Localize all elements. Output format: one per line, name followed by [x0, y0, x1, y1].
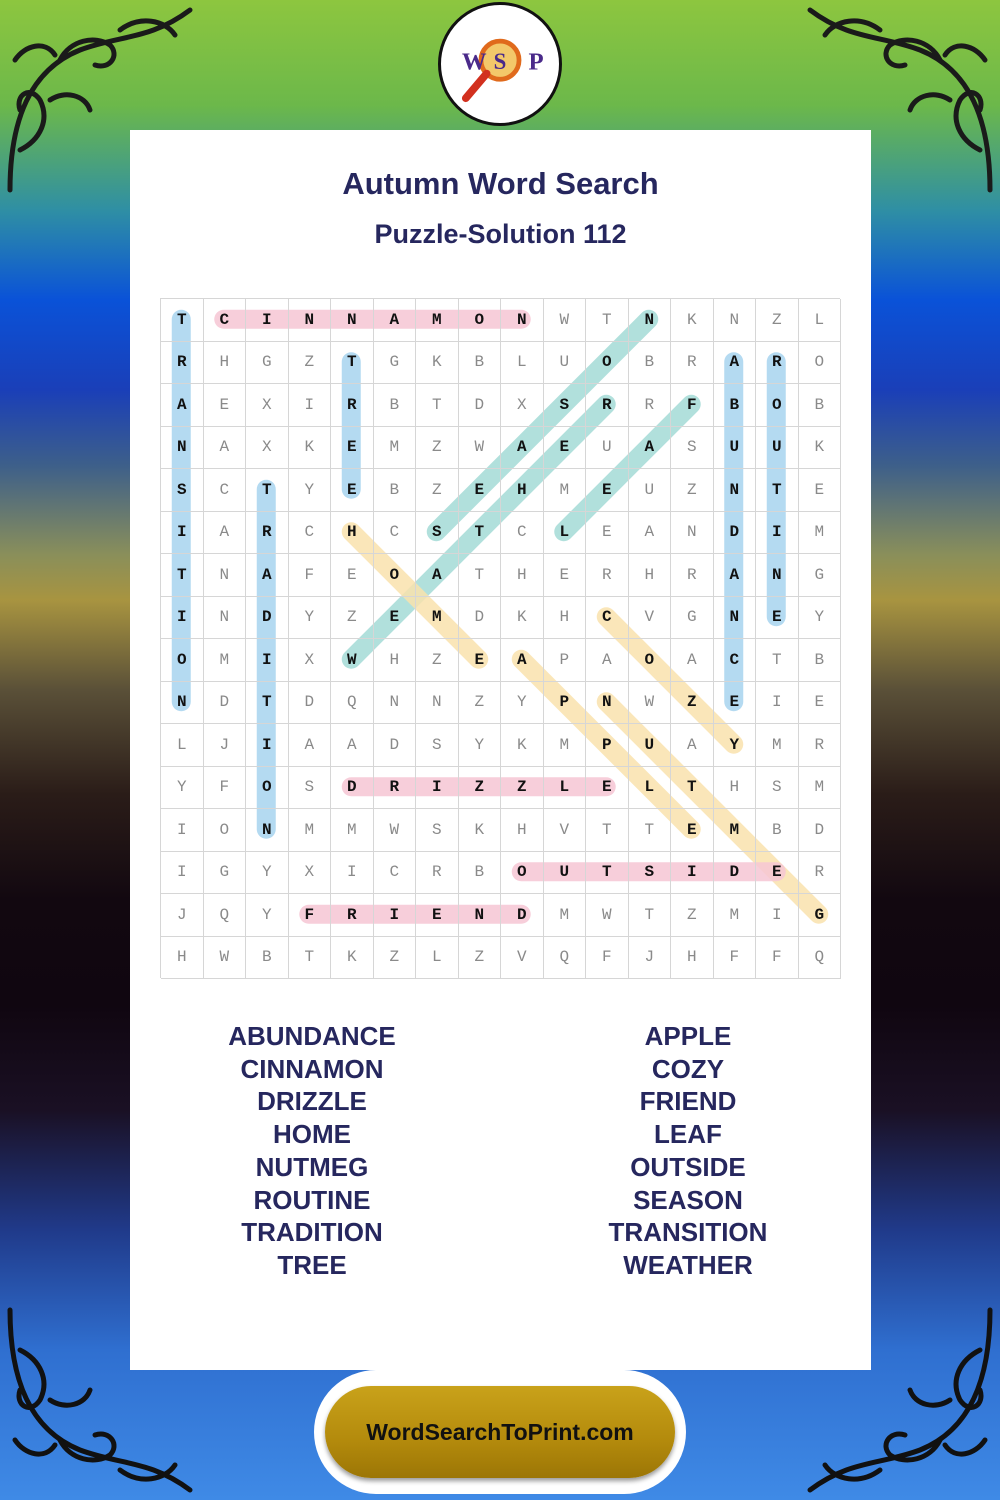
grid-cell: F: [586, 937, 629, 980]
grid-cell: M: [416, 597, 459, 640]
grid-cell: O: [586, 342, 629, 385]
word-item: LEAF: [654, 1119, 722, 1150]
grid-cell: V: [501, 937, 544, 980]
word-item: NUTMEG: [255, 1151, 369, 1182]
grid-cell: H: [331, 512, 374, 555]
grid-cell: X: [246, 384, 289, 427]
grid-cell: N: [756, 554, 799, 597]
grid-cell: M: [544, 894, 587, 937]
grid-cell: G: [799, 894, 842, 937]
grid-cell: W: [459, 427, 502, 470]
grid-cell: M: [289, 809, 332, 852]
grid-cell: N: [459, 894, 502, 937]
grid-cell: T: [459, 554, 502, 597]
grid-cell: U: [714, 427, 757, 470]
grid-cell: A: [374, 299, 417, 342]
grid-cell: Q: [544, 937, 587, 980]
grid-cell: B: [246, 937, 289, 980]
grid-cell: W: [544, 299, 587, 342]
grid-cell: R: [586, 554, 629, 597]
grid-cell: R: [246, 512, 289, 555]
grid-cell: M: [416, 299, 459, 342]
grid-cell: S: [416, 724, 459, 767]
grid-cell: T: [671, 767, 714, 810]
grid-cell: Z: [289, 342, 332, 385]
grid-cell: K: [331, 937, 374, 980]
grid-cell: Y: [246, 894, 289, 937]
grid-cell: E: [544, 554, 587, 597]
grid-cell: S: [416, 809, 459, 852]
grid-cell: K: [416, 342, 459, 385]
grid-cell: I: [289, 384, 332, 427]
grid-cell: R: [331, 384, 374, 427]
grid-cell: S: [544, 384, 587, 427]
grid-cell: T: [756, 469, 799, 512]
grid-cell: K: [501, 724, 544, 767]
grid-cell: H: [714, 767, 757, 810]
grid-cell: L: [629, 767, 672, 810]
grid-cell: L: [161, 724, 204, 767]
grid-cell: D: [331, 767, 374, 810]
grid-cell: A: [331, 724, 374, 767]
grid-cell: Z: [416, 639, 459, 682]
grid-cell: Z: [459, 937, 502, 980]
grid-cell: D: [204, 682, 247, 725]
word-item: TRADITION: [241, 1217, 383, 1248]
grid-cell: T: [289, 937, 332, 980]
grid-cell: Q: [204, 894, 247, 937]
grid-cell: Y: [289, 469, 332, 512]
grid-cell: X: [289, 852, 332, 895]
grid-cell: S: [416, 512, 459, 555]
grid-cell: L: [544, 767, 587, 810]
word-list-right: [538, 1020, 838, 1282]
grid-cell: F: [671, 384, 714, 427]
grid-cell: W: [374, 809, 417, 852]
puzzle-card: [130, 130, 871, 1370]
grid-cell: E: [671, 809, 714, 852]
grid-cell: Y: [501, 682, 544, 725]
grid-cell: S: [629, 852, 672, 895]
grid-cell: D: [714, 512, 757, 555]
grid-cell: C: [204, 469, 247, 512]
grid-cell: M: [756, 724, 799, 767]
grid-cell: I: [161, 809, 204, 852]
grid-cell: T: [331, 342, 374, 385]
grid-cell: U: [629, 724, 672, 767]
grid-cell: E: [459, 469, 502, 512]
grid-cell: M: [799, 767, 842, 810]
word-item: WEATHER: [623, 1249, 753, 1280]
grid-cell: Y: [459, 724, 502, 767]
grid-cell: K: [459, 809, 502, 852]
grid-cell: R: [799, 724, 842, 767]
grid-cell: T: [459, 512, 502, 555]
grid-cell: O: [246, 767, 289, 810]
grid-cell: K: [671, 299, 714, 342]
grid-cell: M: [331, 809, 374, 852]
grid-cell: A: [629, 427, 672, 470]
grid-cell: V: [544, 809, 587, 852]
grid-cell: O: [799, 342, 842, 385]
grid-cell: B: [459, 852, 502, 895]
grid-cell: I: [246, 724, 289, 767]
word-item: ABUNDANCE: [228, 1021, 396, 1051]
grid-cell: D: [799, 809, 842, 852]
grid-cell: P: [544, 682, 587, 725]
grid-cell: J: [204, 724, 247, 767]
grid-cell: V: [629, 597, 672, 640]
grid-cell: C: [374, 852, 417, 895]
logo-letter-p: P: [528, 48, 544, 76]
grid-cell: L: [501, 342, 544, 385]
grid-cell: G: [204, 852, 247, 895]
grid-cell: A: [714, 554, 757, 597]
grid-cell: E: [331, 427, 374, 470]
grid-cell: O: [756, 384, 799, 427]
grid-cell: K: [501, 597, 544, 640]
grid-cell: J: [161, 894, 204, 937]
grid-cell: A: [714, 342, 757, 385]
grid-cell: M: [799, 512, 842, 555]
grid-cell: U: [586, 427, 629, 470]
grid-cell: B: [714, 384, 757, 427]
grid-cell: C: [586, 597, 629, 640]
grid-cell: T: [246, 682, 289, 725]
grid-cell: Q: [331, 682, 374, 725]
grid-cell: B: [799, 384, 842, 427]
word-item: APPLE: [644, 1021, 732, 1051]
letter-grid: [160, 298, 840, 978]
grid-cell: N: [161, 682, 204, 725]
grid-cell: K: [799, 427, 842, 470]
grid-cell: A: [629, 512, 672, 555]
grid-cell: E: [331, 469, 374, 512]
grid-cell: H: [501, 809, 544, 852]
grid-cell: Y: [289, 597, 332, 640]
word-item: OUTSIDE: [630, 1151, 746, 1182]
grid-cell: Y: [246, 852, 289, 895]
grid-cell: H: [374, 639, 417, 682]
grid-cell: N: [586, 682, 629, 725]
word-item: TRANSITION: [608, 1217, 768, 1248]
grid-cell: E: [204, 384, 247, 427]
grid-cell: Y: [161, 767, 204, 810]
grid-cell: X: [501, 384, 544, 427]
grid-cell: R: [161, 342, 204, 385]
grid-cell: Z: [671, 682, 714, 725]
grid-cell: L: [544, 512, 587, 555]
grid-cell: N: [671, 512, 714, 555]
grid-cell: D: [246, 597, 289, 640]
word-list-left: [162, 1020, 462, 1282]
grid-cell: R: [374, 767, 417, 810]
grid-cell: L: [416, 937, 459, 980]
grid-cell: B: [459, 342, 502, 385]
grid-cell: U: [544, 852, 587, 895]
grid-cell: G: [246, 342, 289, 385]
grid-cell: A: [671, 724, 714, 767]
word-item: HOME: [273, 1119, 351, 1150]
grid-cell: O: [161, 639, 204, 682]
grid-cell: N: [289, 299, 332, 342]
grid-cell: Q: [799, 937, 842, 980]
grid-cell: N: [374, 682, 417, 725]
grid-cell: E: [799, 469, 842, 512]
grid-cell: D: [501, 894, 544, 937]
grid-cell: O: [374, 554, 417, 597]
page-title: Autumn Word Search: [342, 166, 659, 201]
grid-cell: C: [501, 512, 544, 555]
grid-cell: A: [501, 639, 544, 682]
grid-cell: F: [204, 767, 247, 810]
grid-cell: B: [629, 342, 672, 385]
grid-cell: D: [289, 682, 332, 725]
site-link-button[interactable]: WordSearchToPrint.com: [325, 1386, 675, 1478]
grid-cell: N: [204, 554, 247, 597]
grid-cell: H: [501, 469, 544, 512]
grid-cell: A: [246, 554, 289, 597]
grid-cell: O: [459, 299, 502, 342]
grid-cell: E: [544, 427, 587, 470]
grid-cell: A: [671, 639, 714, 682]
grid-cell: W: [586, 894, 629, 937]
grid-cell: A: [289, 724, 332, 767]
grid-cell: A: [204, 512, 247, 555]
grid-cell: E: [799, 682, 842, 725]
grid-cell: N: [501, 299, 544, 342]
grid-cell: B: [374, 384, 417, 427]
grid-cell: R: [756, 342, 799, 385]
grid-cell: R: [331, 894, 374, 937]
grid-cell: T: [586, 299, 629, 342]
grid-cell: Z: [331, 597, 374, 640]
grid-cell: S: [161, 469, 204, 512]
grid-cell: I: [246, 299, 289, 342]
grid-cell: E: [586, 512, 629, 555]
grid-cell: B: [799, 639, 842, 682]
grid-cell: I: [416, 767, 459, 810]
grid-cell: A: [501, 427, 544, 470]
grid-cell: Z: [374, 937, 417, 980]
grid-cell: T: [161, 299, 204, 342]
grid-cell: T: [246, 469, 289, 512]
grid-cell: D: [374, 724, 417, 767]
grid-cell: C: [204, 299, 247, 342]
word-item: FRIEND: [639, 1086, 737, 1117]
grid-cell: I: [756, 512, 799, 555]
grid-cell: L: [799, 299, 842, 342]
grid-cell: G: [799, 554, 842, 597]
word-item: TREE: [277, 1249, 347, 1280]
grid-cell: M: [714, 809, 757, 852]
grid-cell: T: [629, 809, 672, 852]
grid-cell: N: [714, 469, 757, 512]
logo-letter-w: W: [461, 48, 487, 76]
grid-cell: H: [544, 597, 587, 640]
grid-cell: T: [586, 852, 629, 895]
word-item: ROUTINE: [253, 1184, 371, 1215]
word-item: CINNAMON: [240, 1053, 384, 1084]
grid-cell: K: [289, 427, 332, 470]
grid-cell: D: [459, 384, 502, 427]
grid-cell: A: [416, 554, 459, 597]
grid-cell: R: [799, 852, 842, 895]
grid-cell: S: [671, 427, 714, 470]
grid-cell: F: [289, 894, 332, 937]
grid-cell: O: [204, 809, 247, 852]
grid-cell: X: [289, 639, 332, 682]
grid-cell: O: [501, 852, 544, 895]
grid-cell: D: [459, 597, 502, 640]
grid-cell: A: [161, 384, 204, 427]
grid-cell: T: [416, 384, 459, 427]
grid-cell: A: [586, 639, 629, 682]
logo-letter-s: S: [493, 48, 507, 74]
grid-cell: W: [629, 682, 672, 725]
wsp-logo: [438, 2, 562, 126]
grid-cell: N: [246, 809, 289, 852]
grid-cell: I: [161, 852, 204, 895]
grid-cell: C: [714, 639, 757, 682]
word-item: SEASON: [633, 1184, 743, 1215]
grid-cell: N: [714, 597, 757, 640]
grid-cell: B: [374, 469, 417, 512]
grid-cell: R: [671, 554, 714, 597]
grid-cell: I: [756, 682, 799, 725]
word-item: DRIZZLE: [257, 1086, 367, 1117]
grid-cell: I: [374, 894, 417, 937]
grid-cell: Z: [671, 894, 714, 937]
grid-cell: Z: [459, 767, 502, 810]
grid-cell: Y: [799, 597, 842, 640]
grid-cell: I: [161, 597, 204, 640]
grid-cell: N: [416, 682, 459, 725]
grid-cell: J: [629, 937, 672, 980]
grid-cell: W: [331, 639, 374, 682]
grid-cell: H: [161, 937, 204, 980]
grid-cell: I: [246, 639, 289, 682]
grid-cell: X: [246, 427, 289, 470]
grid-cell: T: [586, 809, 629, 852]
grid-cell: E: [374, 597, 417, 640]
grid-cell: E: [416, 894, 459, 937]
grid-cell: R: [629, 384, 672, 427]
grid-cell: T: [756, 639, 799, 682]
page-subtitle: Puzzle-Solution 112: [374, 219, 627, 249]
grid-cell: G: [374, 342, 417, 385]
grid-cell: N: [629, 299, 672, 342]
grid-cell: R: [586, 384, 629, 427]
word-item: COZY: [651, 1053, 725, 1084]
grid-cell: U: [756, 427, 799, 470]
grid-cell: Z: [501, 767, 544, 810]
grid-cell: H: [204, 342, 247, 385]
grid-cell: P: [544, 639, 587, 682]
grid-cell: S: [756, 767, 799, 810]
grid-cell: M: [544, 469, 587, 512]
grid-cell: Z: [416, 427, 459, 470]
grid-cell: M: [714, 894, 757, 937]
grid-cell: I: [161, 512, 204, 555]
grid-cell: M: [374, 427, 417, 470]
grid-cell: E: [331, 554, 374, 597]
grid-cell: R: [671, 342, 714, 385]
grid-cell: N: [331, 299, 374, 342]
grid-cell: I: [671, 852, 714, 895]
word-search-grid: [160, 298, 840, 978]
grid-cell: N: [714, 299, 757, 342]
grid-cell: R: [416, 852, 459, 895]
grid-cell: A: [204, 427, 247, 470]
grid-cell: S: [289, 767, 332, 810]
grid-cell: B: [756, 809, 799, 852]
grid-cell: E: [714, 682, 757, 725]
grid-cell: P: [586, 724, 629, 767]
grid-cell: E: [586, 469, 629, 512]
grid-cell: Z: [459, 682, 502, 725]
grid-cell: G: [671, 597, 714, 640]
grid-cell: U: [629, 469, 672, 512]
grid-cell: Z: [416, 469, 459, 512]
grid-cell: I: [331, 852, 374, 895]
grid-cell: H: [671, 937, 714, 980]
grid-cell: F: [714, 937, 757, 980]
grid-cell: Y: [714, 724, 757, 767]
grid-cell: H: [501, 554, 544, 597]
grid-cell: E: [756, 597, 799, 640]
grid-cell: N: [204, 597, 247, 640]
grid-cell: O: [629, 639, 672, 682]
grid-cell: M: [204, 639, 247, 682]
grid-cell: E: [459, 639, 502, 682]
grid-cell: M: [544, 724, 587, 767]
grid-cell: I: [756, 894, 799, 937]
grid-cell: E: [756, 852, 799, 895]
grid-cell: T: [161, 554, 204, 597]
grid-cell: T: [629, 894, 672, 937]
grid-cell: W: [204, 937, 247, 980]
grid-cell: C: [374, 512, 417, 555]
grid-cell: Z: [671, 469, 714, 512]
grid-cell: N: [161, 427, 204, 470]
grid-cell: C: [289, 512, 332, 555]
grid-cell: H: [629, 554, 672, 597]
grid-cell: F: [289, 554, 332, 597]
grid-cell: U: [544, 342, 587, 385]
grid-cell: F: [756, 937, 799, 980]
grid-cell: E: [586, 767, 629, 810]
grid-cell: Z: [756, 299, 799, 342]
grid-cell: D: [714, 852, 757, 895]
